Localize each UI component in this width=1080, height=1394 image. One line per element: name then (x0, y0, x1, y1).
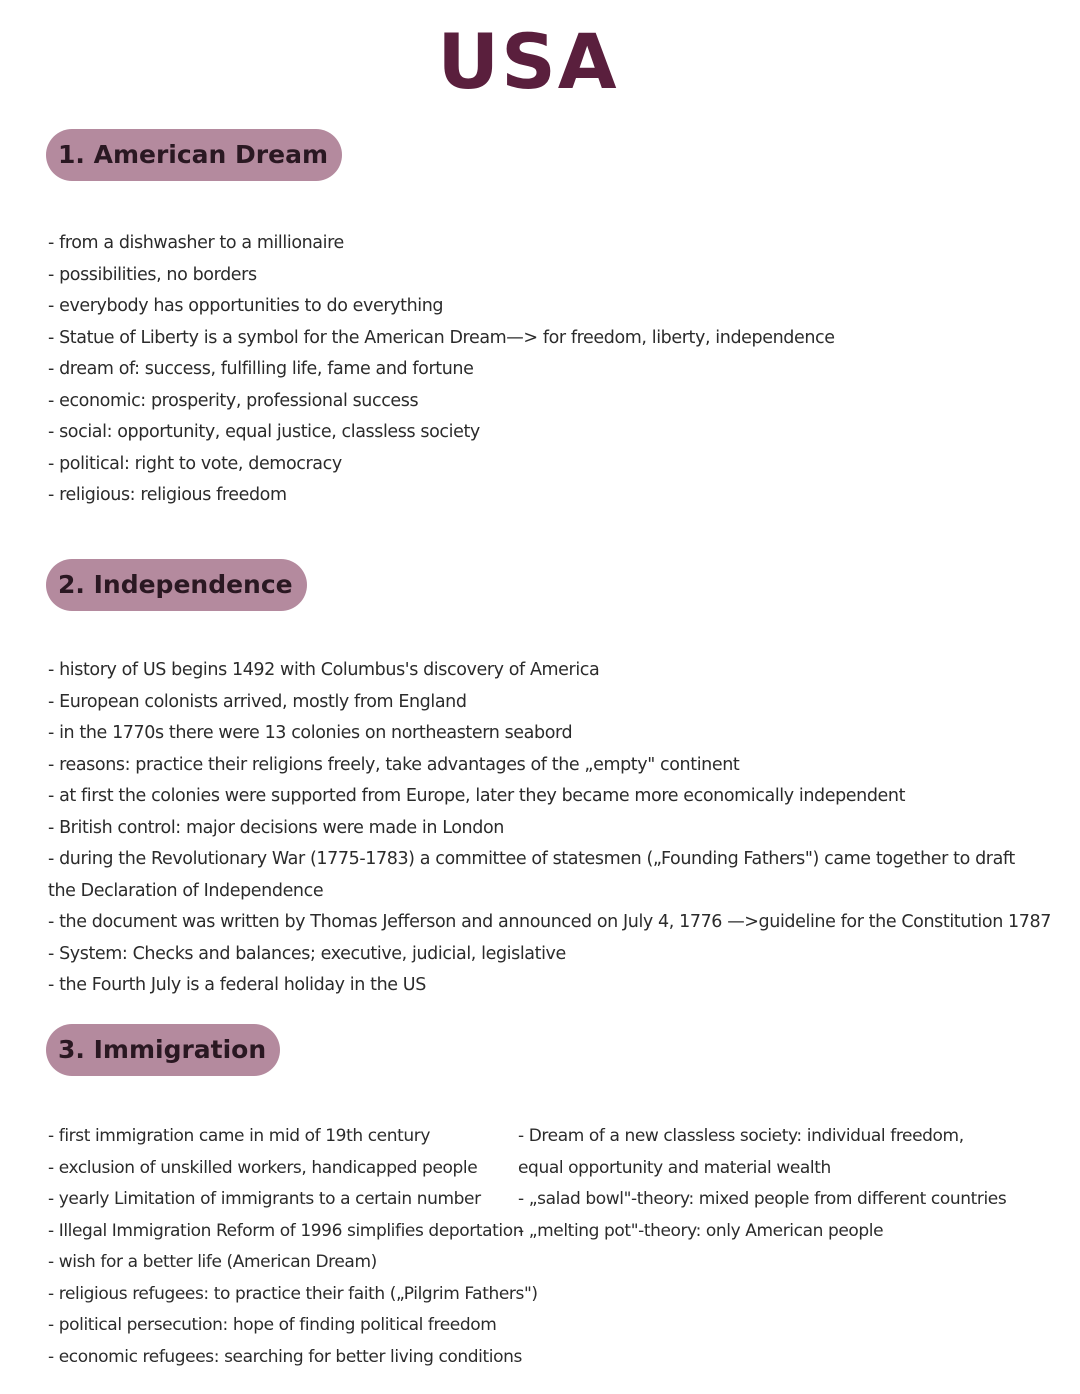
page-title: USA (437, 17, 619, 106)
section-heading-immigration: 3. Immigration (46, 1024, 280, 1076)
list-item: - from a dishwasher to a millionaire (48, 233, 344, 253)
list-item: - political persecution: hope of finding political freedom (48, 1315, 497, 1335)
list-item: - reasons: practice their religions freely, take advantages of the „empty" continent (48, 754, 740, 775)
list-item: - „melting pot"-theory: only American people (518, 1220, 884, 1241)
list-item: - yearly Limitation of immigrants to a certain number (48, 1189, 481, 1209)
section-heading-american-dream: 1. American Dream (46, 129, 342, 181)
list-item: - Statue of Liberty is a symbol for the American Dream—> for freedom, liberty, independence (48, 327, 835, 348)
list-item: - in the 1770s there were 13 colonies on northeastern seabord (48, 723, 573, 743)
list-item: - social: opportunity, equal justice, classless society (48, 422, 480, 442)
list-item: - political: right to vote, democracy (48, 453, 342, 474)
list-item: - history of US begins 1492 with Columbus's discovery of America (48, 660, 600, 680)
list-item: - Dream of a new classless society: individual freedom, equal opportunity and material wealth (518, 1126, 964, 1178)
immigration-list-left (48, 1121, 538, 1373)
list-item: - everybody has opportunities to do everything (48, 296, 444, 316)
list-item: - economic: prosperity, professional success (48, 390, 419, 411)
list-item: - at first the colonies were supported from Europe, later they became more economically independent (48, 786, 906, 806)
independence-list (48, 655, 1051, 1002)
american-dream-list (48, 228, 1028, 512)
list-item: - the Fourth July is a federal holiday in the US (48, 975, 426, 995)
list-item: - dream of: success, fulfilling life, fame and fortune (48, 359, 474, 379)
list-item: - religious refugees: to practice their faith („Pilgrim Fathers") (48, 1283, 538, 1304)
list-item: - the document was written by Thomas Jefferson and announced on July 4, 1776 —>guideline for the Constitution 1787 (48, 912, 1051, 932)
list-item: - possibilities, no borders (48, 264, 257, 285)
list-item: - British control: major decisions were made in London (48, 817, 504, 838)
list-item: - first immigration came in mid of 19th century (48, 1126, 430, 1146)
list-item: - wish for a better life (American Dream) (48, 1252, 377, 1272)
list-item: - during the Revolutionary War (1775-1783) a committee of statesmen („Founding Fathers") came together to draft the Declaration of Independence (48, 849, 1015, 901)
list-item: - religious: religious freedom (48, 485, 287, 505)
section-heading-independence: 2. Independence (46, 559, 307, 611)
list-item: - economic refugees: searching for better living conditions (48, 1346, 522, 1367)
list-item: - European colonists arrived, mostly from England (48, 691, 467, 712)
list-item: - exclusion of unskilled workers, handicapped people (48, 1157, 478, 1178)
list-item: - „salad bowl"-theory: mixed people from different countries (518, 1189, 1007, 1209)
immigration-list-right (518, 1121, 1007, 1247)
list-item: - Illegal Immigration Reform of 1996 simplifies deportation (48, 1220, 524, 1241)
list-item: - System: Checks and balances; executive, judicial, legislative (48, 943, 566, 964)
